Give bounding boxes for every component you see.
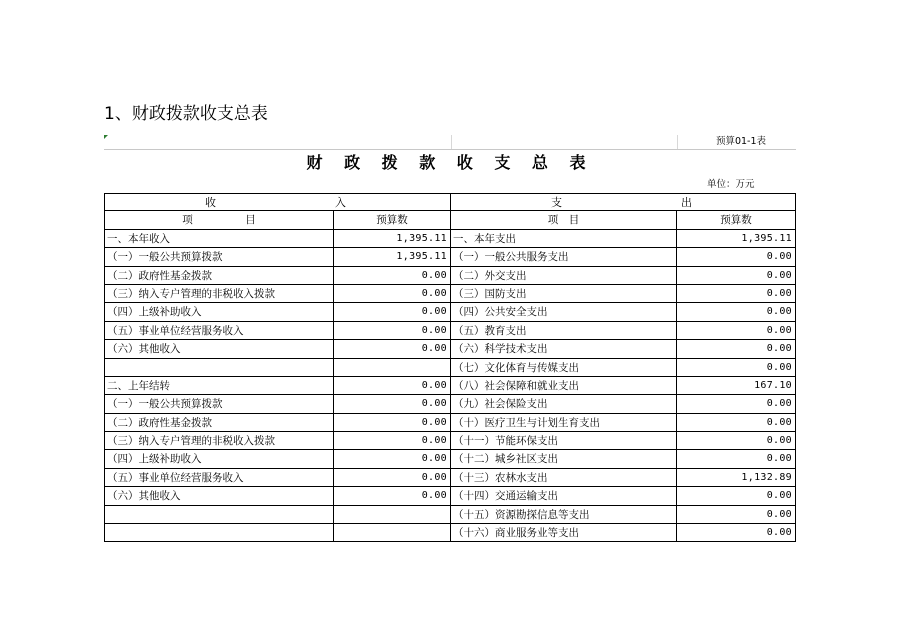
form-code: 预算01-1表	[715, 136, 766, 147]
expense-value-cell: 0.00	[677, 414, 796, 432]
expense-item-cell: （十二）城乡社区支出	[451, 450, 677, 468]
expense-value-cell: 1,132.89	[677, 469, 796, 487]
income-header-left: 收	[205, 196, 216, 209]
income-value-cell: 0.00	[334, 487, 451, 505]
budget-sheet	[104, 135, 796, 542]
expense-item-cell: （十三）农林水支出	[451, 469, 677, 487]
table-row	[104, 395, 796, 413]
unit-label: 单位：万元	[707, 179, 755, 190]
income-value-cell: 0.00	[334, 450, 451, 468]
income-item-cell: （三）纳入专户管理的非税收入拨款	[104, 285, 334, 303]
expense-header-left: 支	[551, 196, 562, 209]
expense-item-cell: （五）教育支出	[451, 322, 677, 340]
income-value-cell	[334, 524, 451, 542]
expense-value-cell: 0.00	[677, 487, 796, 505]
income-value-cell: 0.00	[334, 322, 451, 340]
expense-value-cell: 167.10	[677, 377, 796, 395]
income-item-cell: （五）事业单位经营服务收入	[104, 322, 334, 340]
income-item-cell: （六）其他收入	[104, 340, 334, 358]
income-item-cell	[104, 506, 334, 524]
table-row	[104, 414, 796, 432]
income-value-cell: 0.00	[334, 377, 451, 395]
expense-value-cell: 0.00	[677, 267, 796, 285]
form-code-row	[104, 135, 796, 149]
table-row	[104, 285, 796, 303]
table-row	[104, 359, 796, 377]
income-budget-header: 预算数	[334, 211, 451, 229]
income-item-cell	[104, 524, 334, 542]
column-header-row	[104, 211, 796, 229]
expense-header-right: 出	[681, 196, 692, 209]
income-item-cell: （四）上级补助收入	[104, 303, 334, 321]
income-value-cell: 1,395.11	[334, 230, 451, 248]
expense-item-cell: （二）外交支出	[451, 267, 677, 285]
expense-value-cell: 0.00	[677, 359, 796, 377]
expense-item-cell: （一）一般公共服务支出	[451, 248, 677, 266]
income-value-cell: 1,395.11	[334, 248, 451, 266]
sheet-title-row	[104, 149, 796, 177]
income-item-cell: （五）事业单位经营服务收入	[104, 469, 334, 487]
income-item-cell: （四）上级补助收入	[104, 450, 334, 468]
income-value-cell: 0.00	[334, 469, 451, 487]
expense-item-cell: （八）社会保障和就业支出	[451, 377, 677, 395]
expense-value-cell: 0.00	[677, 340, 796, 358]
expense-value-cell: 1,395.11	[677, 230, 796, 248]
expense-item-cell: 一、本年支出	[451, 230, 677, 248]
income-item-cell: （一）一般公共预算拨款	[104, 248, 334, 266]
expense-item-cell: （十）医疗卫生与计划生育支出	[451, 414, 677, 432]
expense-value-cell: 0.00	[677, 285, 796, 303]
income-item-cell: 二、上年结转	[104, 377, 334, 395]
income-value-cell: 0.00	[334, 303, 451, 321]
expense-item-cell: （七）文化体育与传媒支出	[451, 359, 677, 377]
table-row	[104, 322, 796, 340]
table-row	[104, 267, 796, 285]
income-item-cell: 一、本年收入	[104, 230, 334, 248]
income-item-header: 项 目	[104, 211, 334, 229]
expense-item-header: 项 目	[451, 211, 677, 229]
income-group-header	[104, 193, 451, 211]
income-item-cell: （一）一般公共预算拨款	[104, 395, 334, 413]
income-value-cell: 0.00	[334, 414, 451, 432]
income-value-cell: 0.00	[334, 267, 451, 285]
expense-value-cell: 0.00	[677, 506, 796, 524]
expense-item-cell: （十一）节能环保支出	[451, 432, 677, 450]
table-row	[104, 469, 796, 487]
expense-item-cell: （六）科学技术支出	[451, 340, 677, 358]
expense-item-cell: （十五）资源勘探信息等支出	[451, 506, 677, 524]
income-value-cell	[334, 506, 451, 524]
table-row	[104, 450, 796, 468]
income-item-cell: （二）政府性基金拨款	[104, 267, 334, 285]
income-item-cell: （二）政府性基金拨款	[104, 414, 334, 432]
table-row	[104, 230, 796, 248]
expense-budget-header: 预算数	[677, 211, 796, 229]
income-item-cell: （六）其他收入	[104, 487, 334, 505]
expense-item-cell: （十六）商业服务业等支出	[451, 524, 677, 542]
expense-value-cell: 0.00	[677, 524, 796, 542]
income-value-cell: 0.00	[334, 395, 451, 413]
income-value-cell	[334, 359, 451, 377]
table-row	[104, 432, 796, 450]
expense-item-cell: （十四）交通运输支出	[451, 487, 677, 505]
table-row	[104, 487, 796, 505]
income-value-cell: 0.00	[334, 285, 451, 303]
table-row	[104, 524, 796, 542]
expense-value-cell: 0.00	[677, 248, 796, 266]
income-value-cell: 0.00	[334, 340, 451, 358]
page-title: 1、财政拨款收支总表	[104, 104, 268, 124]
expense-value-cell: 0.00	[677, 395, 796, 413]
table-row	[104, 340, 796, 358]
sheet-title: 财 政 拨 款 收 支 总 表	[306, 153, 594, 172]
expense-item-cell: （四）公共安全支出	[451, 303, 677, 321]
table-row	[104, 303, 796, 321]
expense-group-header	[451, 193, 796, 211]
data-rows	[104, 230, 796, 543]
income-header-right: 入	[335, 196, 346, 209]
expense-value-cell: 0.00	[677, 303, 796, 321]
group-header-row	[104, 193, 796, 211]
table-row	[104, 248, 796, 266]
income-item-cell: （三）纳入专户管理的非税收入拨款	[104, 432, 334, 450]
expense-value-cell: 0.00	[677, 450, 796, 468]
income-value-cell: 0.00	[334, 432, 451, 450]
expense-item-cell: （九）社会保险支出	[451, 395, 677, 413]
table-row	[104, 506, 796, 524]
table-row	[104, 377, 796, 395]
expense-value-cell: 0.00	[677, 432, 796, 450]
unit-row	[104, 177, 796, 193]
income-item-cell	[104, 359, 334, 377]
expense-item-cell: （三）国防支出	[451, 285, 677, 303]
expense-value-cell: 0.00	[677, 322, 796, 340]
